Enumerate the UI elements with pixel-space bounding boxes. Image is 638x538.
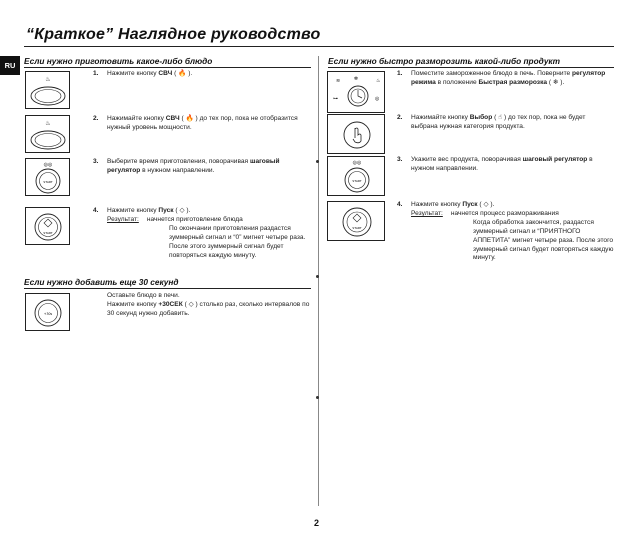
svg-text:◎◎: ◎◎	[352, 160, 362, 166]
microwave-icon: 🔥	[178, 70, 187, 77]
title-rule	[24, 46, 614, 47]
defrost-step-3: 3. Укажите вес продукта, поворачивая шаговый регулятор в нужном направлении.	[397, 156, 593, 172]
svg-text:♨: ♨	[376, 78, 381, 84]
page-title: “Краткое” Наглядное руководство	[26, 26, 321, 43]
plus30-dial-illustration	[25, 293, 70, 331]
svg-text:◎◎: ◎◎	[43, 162, 53, 168]
start-dial-illustration	[327, 201, 385, 241]
divider-dot	[316, 160, 319, 163]
dial-illustration	[25, 158, 70, 196]
microwave-button-illustration	[25, 71, 70, 109]
divider-dot	[316, 396, 319, 399]
divider-dot	[316, 275, 319, 278]
svg-text:❄: ❄	[353, 76, 359, 82]
cook-step-4: 4. Нажмите кнопку Пуск ( ◇ ). Результат: начнется приготовление блюда По окончании приготовления раздастся зуммерный сигнал и “0” мигнет четыре раза. После этого зуммерный сигнал будет повторяться каждую минуту.	[93, 207, 306, 259]
page-number: 2	[314, 518, 320, 528]
cook-step-3: 3. Выберите время приготовления, поворачивая шаговый регулятор в нужном направлении.	[93, 158, 280, 174]
svg-text:+30s: +30s	[43, 312, 53, 316]
svg-text:♨: ♨	[45, 76, 51, 83]
section-rule-defrost	[328, 67, 614, 68]
svg-text:START: START	[43, 231, 53, 235]
microwave-icon: 🔥	[185, 115, 194, 122]
defrost-step-4: 4. Нажмите кнопку Пуск ( ◇ ). Результат: начнется процесс размораживания Когда обработка закончится, раздастся зуммерный сигнал и “ПРИЯТНОГО АППЕТИТА” мигнет четыре раза. После этого зуммерный сигнал будет повторяться каждую минуту.	[397, 201, 614, 262]
svg-text:START: START	[352, 226, 362, 230]
add30-instructions: Оставьте блюдо в печи. Нажмите кнопку +30СЕК ( ◇ ) столько раз, сколько интервалов по 30 секунд нужно добавить.	[107, 292, 310, 317]
svg-text:START: START	[352, 179, 362, 183]
section-rule-cook	[24, 67, 311, 68]
cook-step-1: 1. Нажмите кнопку СВЧ ( 🔥 ).	[93, 70, 193, 77]
language-tab: RU	[0, 56, 20, 75]
mode-dial-illustration	[327, 71, 385, 113]
section-rule-add30	[24, 288, 311, 289]
cook-step-2: 2. Нажимайте кнопку СВЧ ( 🔥 ) до тех пор, пока не отобразится нужный уровень мощности.	[93, 115, 298, 131]
section-heading-defrost: Если нужно быстро разморозить какой-либо продукт	[328, 56, 561, 66]
defrost-step-1: 1. Поместите замороженное блюдо в печь. Поверните регулятор режима в положение Быстрая разморозка ( ❄ ).	[397, 70, 606, 86]
svg-text:≋: ≋	[336, 78, 341, 84]
start-dial-illustration	[25, 207, 70, 245]
svg-text:⊶: ⊶	[333, 96, 338, 102]
svg-text:♨: ♨	[45, 120, 51, 127]
column-divider	[318, 56, 319, 506]
select-button-illustration	[327, 114, 385, 154]
defrost-step-2: 2. Нажимайте кнопку Выбор ( ☝ ) до тех пор, пока не будет выбрана нужная категория продукта.	[397, 114, 586, 130]
section-heading-cook: Если нужно приготовить какое-либо блюдо	[24, 56, 213, 66]
microwave-button-illustration	[25, 115, 70, 153]
svg-text:◎: ◎	[375, 96, 380, 102]
weight-dial-illustration	[327, 156, 385, 196]
dial-label: START	[43, 180, 53, 184]
section-heading-add30: Если нужно добавить еще 30 секунд	[24, 277, 179, 287]
